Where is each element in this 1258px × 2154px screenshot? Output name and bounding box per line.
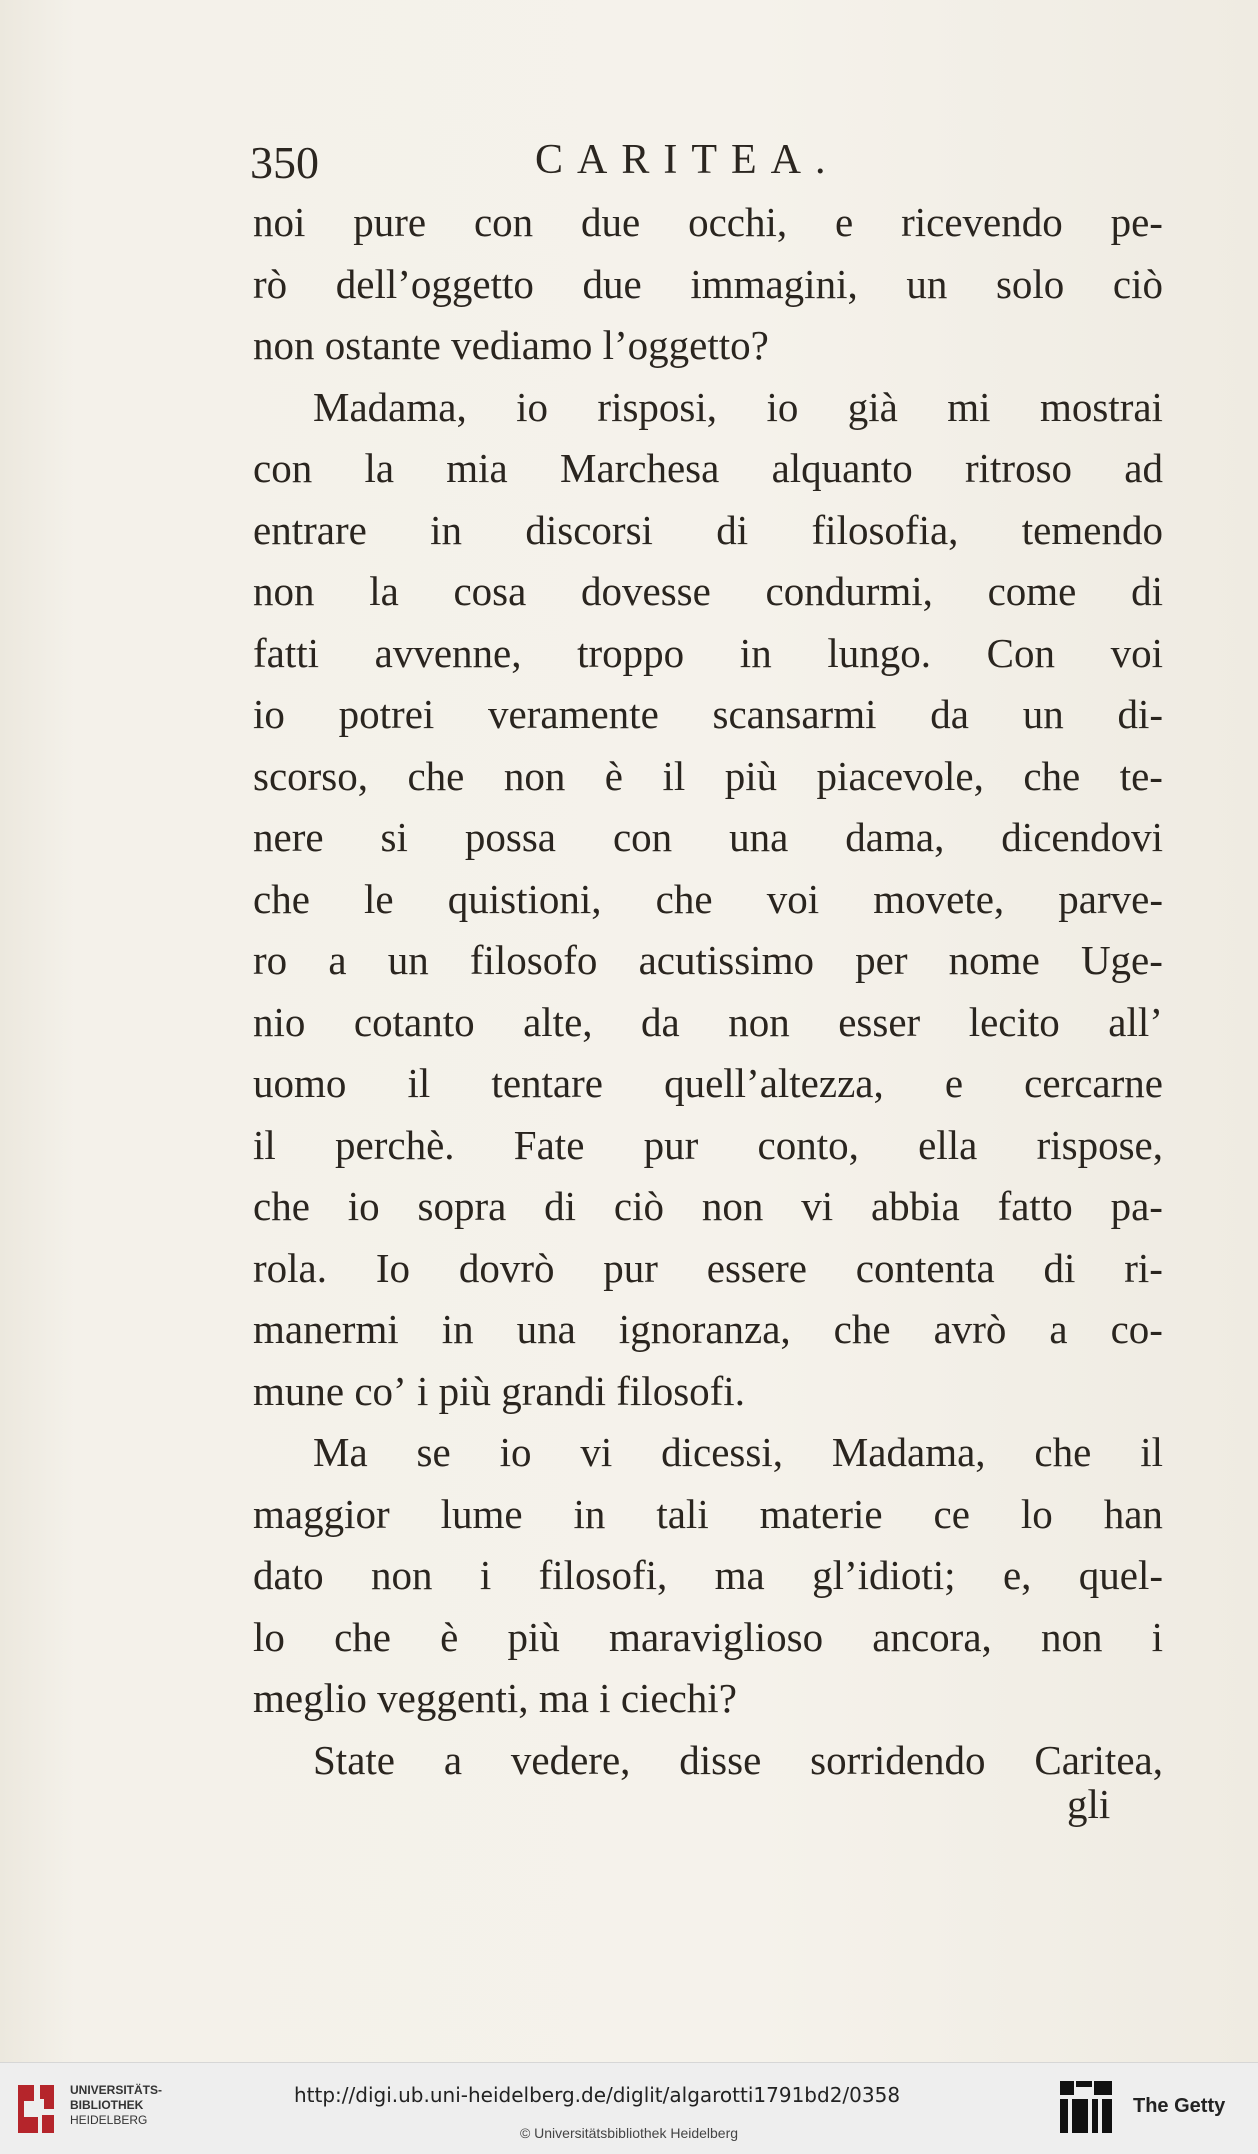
word: con	[253, 445, 313, 491]
text-line	[253, 1730, 1163, 1792]
word: lecito	[968, 998, 1060, 1045]
word: più	[438, 1367, 502, 1414]
word: nere	[253, 814, 324, 860]
word: troppo	[577, 629, 685, 676]
text-line	[253, 684, 1163, 746]
word: all’	[1108, 998, 1163, 1045]
text-line	[253, 192, 1163, 254]
word: quell’altezza,	[664, 1060, 884, 1106]
word: scorso,	[253, 752, 369, 799]
word: abbia	[870, 1183, 960, 1229]
word: entrare	[253, 506, 367, 553]
word: parve-	[1058, 875, 1163, 922]
text-line	[253, 746, 1163, 808]
word: voi	[1110, 629, 1163, 676]
word: maggior	[253, 1490, 390, 1537]
word: i	[479, 1552, 492, 1598]
word: a	[1049, 1306, 1068, 1352]
word: che	[253, 1183, 310, 1229]
word: nome	[948, 937, 1040, 983]
word: a	[328, 937, 347, 983]
text-line	[253, 1238, 1163, 1300]
word: veggenti,	[377, 1675, 539, 1721]
word: non	[1040, 1613, 1103, 1660]
word: una	[729, 814, 789, 860]
word: rola.	[253, 1244, 327, 1291]
word: si	[380, 814, 408, 860]
word: temendo	[1021, 506, 1163, 553]
word: ma	[714, 1552, 765, 1598]
catchword: gli	[1067, 1781, 1111, 1827]
word: ri-	[1124, 1244, 1163, 1291]
word: ciò	[613, 1183, 664, 1229]
text-line	[253, 1422, 1163, 1484]
word: due	[582, 260, 642, 307]
word: in	[441, 1306, 474, 1352]
word: essere	[706, 1244, 807, 1291]
word: nio	[253, 998, 306, 1045]
text-line	[253, 1668, 1163, 1730]
word: te-	[1119, 752, 1163, 799]
word: non	[701, 1183, 764, 1229]
word: ricevendo	[901, 199, 1063, 245]
word: co-	[1110, 1306, 1163, 1352]
word: Io	[375, 1244, 410, 1291]
word: alquanto	[771, 445, 913, 491]
word: solo	[995, 260, 1065, 307]
word: ritroso	[965, 445, 1073, 491]
word: Fate	[513, 1121, 585, 1168]
word: non	[253, 322, 325, 368]
word: dicendovi	[1001, 814, 1163, 860]
library-name-line3: HEIDELBERG	[70, 2113, 148, 2127]
word: pa-	[1110, 1183, 1163, 1229]
text-line	[253, 438, 1163, 500]
word: il	[1140, 1429, 1163, 1475]
text-line	[253, 377, 1163, 439]
word: un	[906, 260, 948, 307]
word: ma	[538, 1675, 600, 1721]
word: filosofi,	[538, 1552, 668, 1598]
text-line	[253, 1607, 1163, 1669]
word: ella	[918, 1121, 978, 1168]
word: e,	[1002, 1552, 1032, 1598]
word: State	[313, 1736, 395, 1783]
word: manermi	[253, 1306, 399, 1352]
word: in	[739, 629, 772, 676]
word: veramente	[488, 691, 659, 737]
text-line	[253, 1115, 1163, 1177]
text-line	[253, 807, 1163, 869]
word: di	[1131, 568, 1163, 614]
word: mostrai	[1039, 383, 1163, 430]
text-line	[253, 930, 1163, 992]
word: più	[507, 1613, 560, 1660]
word: lume	[440, 1490, 523, 1537]
word: e	[835, 199, 854, 245]
word: di	[544, 1183, 577, 1229]
word: con	[612, 814, 673, 860]
word: la	[364, 445, 395, 491]
word: ostante	[324, 322, 452, 368]
word: movete,	[873, 875, 1005, 922]
word: come	[987, 568, 1077, 614]
word: Uge-	[1080, 937, 1163, 983]
word: per	[855, 937, 908, 983]
text-line	[253, 1545, 1163, 1607]
copyright-notice: © Universitätsbibliothek Heidelberg	[519, 2125, 739, 2141]
permalink-url[interactable]: http://digi.ub.uni-heidelberg.de/diglit/algarotti1791bd2/0358	[294, 2083, 901, 2107]
word: fatti	[253, 629, 320, 676]
word: risposi,	[597, 383, 718, 430]
word: e	[944, 1060, 964, 1106]
word: filosofo	[469, 937, 598, 983]
word: perchè.	[335, 1121, 455, 1168]
word: l’oggetto?	[602, 322, 769, 368]
word: che	[655, 875, 713, 922]
word: non	[728, 998, 790, 1045]
text-line	[253, 1299, 1163, 1361]
viewer-footer	[0, 2062, 1258, 2154]
word: di-	[1117, 691, 1163, 737]
word: discorsi	[525, 506, 653, 553]
word: contenta	[855, 1244, 995, 1291]
word: non	[370, 1552, 433, 1598]
word: rò	[253, 260, 288, 307]
word: lungo.	[827, 629, 931, 676]
word: un	[387, 937, 429, 983]
word: rispose,	[1036, 1121, 1163, 1168]
word: avvenne,	[374, 629, 522, 676]
word: dicessi,	[661, 1429, 783, 1475]
page-header	[250, 136, 1010, 196]
word: noi	[253, 199, 306, 245]
word: Madama,	[313, 383, 467, 430]
word: vedere,	[510, 1736, 631, 1783]
running-title: CARITEA.	[535, 137, 840, 183]
word: mune	[253, 1367, 355, 1414]
word: due	[581, 199, 641, 245]
word: possa	[464, 814, 556, 860]
word: i	[416, 1367, 439, 1414]
word: Caritea,	[1034, 1736, 1163, 1783]
word: i	[1151, 1613, 1163, 1660]
body-text	[253, 192, 1163, 1791]
word: io	[516, 383, 549, 430]
word: fatto	[997, 1183, 1073, 1229]
word: la	[369, 568, 399, 614]
word: immagini,	[690, 260, 858, 307]
word: di	[1043, 1244, 1076, 1291]
text-line	[253, 1484, 1163, 1546]
word: avrò	[933, 1306, 1007, 1352]
word: potrei	[338, 691, 435, 737]
word: Ma	[313, 1429, 368, 1475]
word: in	[573, 1490, 606, 1537]
word: acutissimo	[638, 937, 814, 983]
word: è	[604, 752, 623, 799]
word: con	[473, 199, 534, 245]
word: disse	[679, 1736, 762, 1783]
word: occhi,	[688, 199, 788, 245]
text-line	[253, 623, 1163, 685]
word: io	[499, 1429, 532, 1475]
text-line	[253, 992, 1163, 1054]
word: un	[1022, 691, 1064, 737]
getty-logo-icon	[1058, 2077, 1114, 2137]
word: di	[716, 506, 749, 553]
word: dovrò	[458, 1244, 555, 1291]
word: che	[253, 875, 310, 922]
word: dovesse	[581, 568, 711, 614]
word: pure	[353, 199, 427, 245]
word: meglio	[253, 1675, 378, 1721]
word: non	[503, 752, 566, 799]
word: cotanto	[353, 998, 475, 1045]
word: ciò	[1112, 260, 1163, 307]
word: che	[833, 1306, 891, 1352]
page-number: 350	[250, 137, 319, 188]
word: lo	[253, 1613, 285, 1660]
text-line	[253, 869, 1163, 931]
word: più	[724, 752, 778, 799]
word: pur	[603, 1244, 658, 1291]
word: materie	[759, 1490, 883, 1537]
word: i	[599, 1675, 621, 1721]
word: dell’oggetto	[335, 260, 534, 307]
word: Madama,	[831, 1429, 986, 1475]
word: il	[407, 1060, 431, 1106]
word: uomo	[253, 1060, 347, 1106]
word: non	[253, 568, 315, 614]
word: io	[766, 383, 799, 430]
word: dato	[253, 1552, 324, 1598]
word: vediamo	[451, 322, 603, 368]
word: Marchesa	[559, 445, 720, 491]
text-line	[253, 254, 1163, 316]
word: mi	[947, 383, 991, 430]
word: quel-	[1078, 1552, 1163, 1598]
text-line	[253, 561, 1163, 623]
word: filosofia,	[811, 506, 959, 553]
word: da	[930, 691, 969, 737]
word: una	[516, 1306, 576, 1352]
word: tali	[656, 1490, 709, 1537]
word: io	[253, 691, 285, 737]
word: ce	[933, 1490, 970, 1537]
word: scansarmi	[712, 691, 877, 737]
word: maraviglioso	[609, 1613, 824, 1660]
word: Con	[986, 629, 1055, 676]
word: a	[443, 1736, 463, 1783]
word: vi	[580, 1429, 613, 1475]
word: lo	[1020, 1490, 1053, 1537]
word: condurmi,	[765, 568, 933, 614]
text-line	[253, 1053, 1163, 1115]
word: quistioni,	[447, 875, 602, 922]
word: se	[416, 1429, 451, 1475]
word: sorridendo	[810, 1736, 986, 1783]
text-line	[253, 1176, 1163, 1238]
word: alte,	[523, 998, 593, 1045]
word: pe-	[1110, 199, 1163, 245]
word: tentare	[491, 1060, 603, 1106]
word: cercarne	[1024, 1060, 1163, 1106]
text-line	[253, 500, 1163, 562]
word: conto,	[757, 1121, 859, 1168]
word: esser	[838, 998, 921, 1045]
word: ro	[253, 937, 288, 983]
word: piacevole,	[816, 752, 984, 799]
word: ciechi?	[620, 1675, 737, 1721]
word: dama,	[845, 814, 945, 860]
text-line	[253, 1361, 1163, 1423]
word: già	[847, 383, 898, 430]
word: mia	[446, 445, 508, 491]
word: io	[347, 1183, 380, 1229]
word: sopra	[417, 1183, 507, 1229]
library-name-line1: UNIVERSITÄTS-	[70, 2083, 163, 2097]
word: che	[1023, 752, 1081, 799]
text-line	[253, 315, 1163, 377]
word: ancora,	[872, 1613, 992, 1660]
word: il	[253, 1121, 276, 1168]
word: vi	[801, 1183, 834, 1229]
word: ad	[1124, 445, 1163, 491]
word: ignoranza,	[618, 1306, 791, 1352]
word: in	[430, 506, 463, 553]
word: cosa	[453, 568, 527, 614]
library-name-line2: BIBLIOTHEK	[70, 2098, 144, 2112]
word: pur	[643, 1121, 699, 1168]
word: voi	[766, 875, 820, 922]
word: il	[662, 752, 686, 799]
word: che	[407, 752, 465, 799]
getty-name: The Getty	[1133, 2095, 1226, 2117]
word: che	[1034, 1429, 1092, 1475]
word: grandi	[501, 1367, 617, 1414]
word: filosofi.	[616, 1367, 745, 1414]
word: che	[334, 1613, 391, 1660]
word: è	[440, 1613, 459, 1660]
word: co’	[354, 1367, 417, 1414]
word: da	[641, 998, 680, 1045]
word: han	[1103, 1490, 1163, 1537]
library-name	[70, 2083, 162, 2128]
word: le	[364, 875, 394, 922]
word: gl’idioti;	[812, 1552, 956, 1598]
